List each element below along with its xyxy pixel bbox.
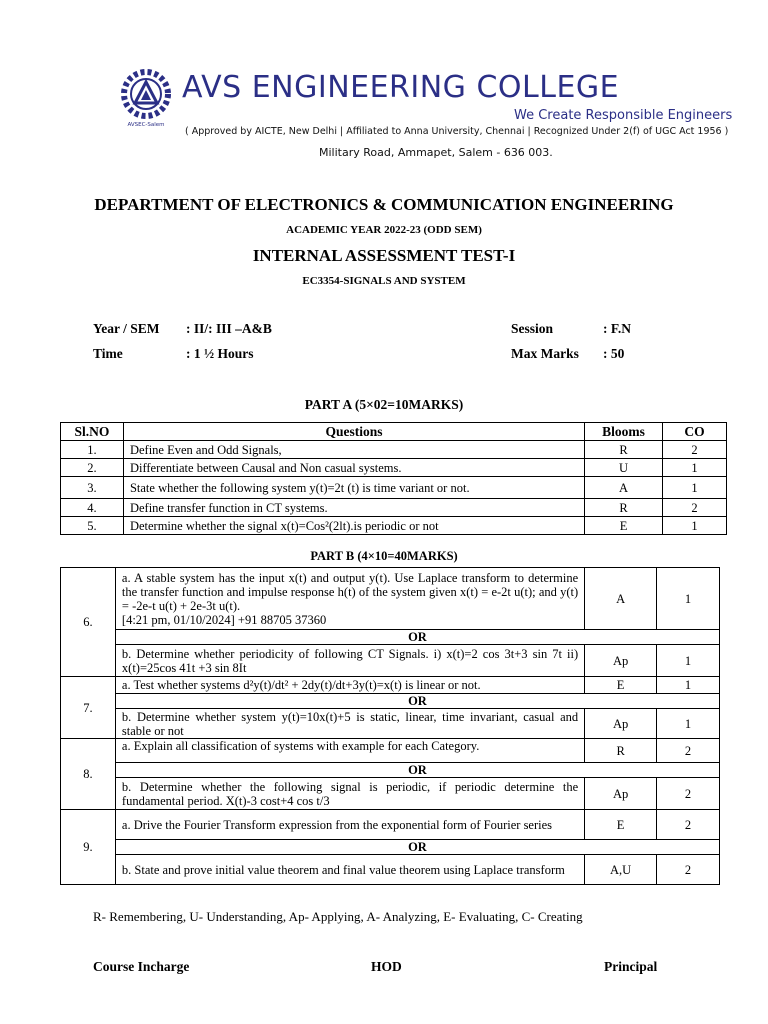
signature-hod: HOD: [371, 959, 402, 974]
or-row: [61, 840, 720, 855]
question-a-text: a. A stable system has the input x(t) and output y(t). Use Laplace transform to determine the transfer function and impulse response h(t) of the system given x(t) = e-2t u(t); and y(t) = -2e-t u(t) + 2e-3t u(t).: [121, 570, 579, 613]
table-row: [61, 739, 720, 763]
co-value: 2: [663, 441, 727, 459]
question-text: a. Test whether systems d²y(t)/dt² + 2dy(t)/dt+3y(t)=x(t) is linear or not.: [115, 677, 584, 694]
co-value: 2: [657, 810, 720, 840]
co-value: 1: [657, 645, 720, 677]
question-text: [115, 568, 584, 630]
max-marks-value: : 50: [603, 346, 625, 361]
co-value: 1: [657, 677, 720, 694]
co-value: 1: [663, 477, 727, 499]
co-value: 1: [663, 459, 727, 477]
question-text: Differentiate between Causal and Non casual systems.: [123, 459, 584, 477]
session-value: : F.N: [603, 321, 632, 336]
max-marks-label: Max Marks: [511, 346, 579, 361]
signature-principal: Principal: [604, 959, 658, 974]
col-header-questions: Questions: [123, 423, 584, 441]
year-sem-value: : II/: III –A&B: [186, 321, 272, 336]
table-row: [61, 441, 727, 459]
table-row: [61, 645, 720, 677]
blooms-legend: R- Remembering, U- Understanding, Ap- Applying, A- Analyzing, E- Evaluating, C- Creating: [93, 909, 583, 924]
or-row: [61, 763, 720, 778]
table-row: [61, 709, 720, 739]
co-value: 2: [657, 855, 720, 885]
question-number: 9.: [61, 810, 116, 885]
table-row: [61, 778, 720, 810]
table-row: [61, 459, 727, 477]
or-divider: OR: [115, 694, 719, 709]
question-number: 5.: [61, 517, 124, 535]
question-text: b. Determine whether system y(t)=10x(t)+5 is static, linear, time invariant, casual and stable or not: [115, 709, 584, 739]
co-value: 1: [663, 517, 727, 535]
or-row: [61, 630, 720, 645]
question-text: Define transfer function in CT systems.: [123, 499, 584, 517]
blooms-level: R: [585, 441, 663, 459]
question-number: 1.: [61, 441, 124, 459]
question-number: 2.: [61, 459, 124, 477]
question-text: b. Determine whether the following signal is periodic, if periodic determine the fundamental period. X(t)-3 cost+4 cos t/3: [115, 778, 584, 810]
college-address: Military Road, Ammapet, Salem - 636 003.: [319, 146, 553, 159]
blooms-level: E: [585, 517, 663, 535]
logo-caption: AVSEC-Salem: [127, 122, 165, 128]
blooms-level: E: [585, 810, 657, 840]
question-text: Determine whether the signal x(t)=Cos²(2lt).is periodic or not: [123, 517, 584, 535]
blooms-level: A: [585, 477, 663, 499]
blooms-level: Ap: [585, 709, 657, 739]
co-value: 1: [657, 568, 720, 630]
academic-year: ACADEMIC YEAR 2022-23 (ODD SEM): [286, 224, 482, 236]
table-row: [61, 517, 727, 535]
co-value: 2: [657, 739, 720, 763]
question-text: a. Explain all classification of systems with example for each Category.: [115, 739, 584, 763]
question-number: 8.: [61, 739, 116, 810]
college-tagline: We Create Responsible Engineers: [514, 108, 733, 123]
blooms-level: E: [585, 677, 657, 694]
question-number: 7.: [61, 677, 116, 739]
co-value: 2: [663, 499, 727, 517]
college-name: AVS ENGINEERING COLLEGE: [182, 70, 620, 105]
or-divider: OR: [115, 630, 719, 645]
time-label: Time: [93, 346, 123, 361]
signature-course-incharge: Course Incharge: [93, 959, 190, 974]
question-number: 6.: [61, 568, 116, 677]
table-row: [61, 677, 720, 694]
table-header-row: [61, 423, 727, 441]
table-row: [61, 810, 720, 840]
question-number: 4.: [61, 499, 124, 517]
blooms-level: U: [585, 459, 663, 477]
co-value: 1: [657, 709, 720, 739]
or-row: [61, 694, 720, 709]
table-row: [61, 568, 720, 630]
co-value: 2: [657, 778, 720, 810]
question-text: b. State and prove initial value theorem and final value theorem using Laplace transform: [115, 855, 584, 885]
blooms-level: Ap: [585, 645, 657, 677]
col-header-blooms: Blooms: [585, 423, 663, 441]
time-value: : 1 ½ Hours: [186, 346, 254, 361]
question-a-note: [4:21 pm, 01/10/2024] +91 88705 37360: [121, 612, 327, 627]
department-title: DEPARTMENT OF ELECTRONICS & COMMUNICATION ENGINEERING: [94, 195, 674, 214]
blooms-level: R: [585, 499, 663, 517]
blooms-level: A: [585, 568, 657, 630]
question-number: 3.: [61, 477, 124, 499]
course-title: EC3354-SIGNALS AND SYSTEM: [302, 275, 466, 287]
part-b-title: PART B (4×10=40MARKS): [310, 549, 458, 563]
blooms-level: Ap: [585, 778, 657, 810]
blooms-level: A,U: [585, 855, 657, 885]
or-divider: OR: [115, 840, 719, 855]
session-label: Session: [511, 321, 554, 336]
table-row: [61, 477, 727, 499]
table-row: [61, 499, 727, 517]
question-text: b. Determine whether periodicity of following CT Signals. i) x(t)=2 cos 3t+3 sin 7t ii) x(t)=25cos 41t +3 sin 8It: [115, 645, 584, 677]
or-divider: OR: [115, 763, 719, 778]
question-text: a. Drive the Fourier Transform expression from the exponential form of Fourier series: [115, 810, 584, 840]
blooms-level: R: [585, 739, 657, 763]
question-text: Define Even and Odd Signals,: [123, 441, 584, 459]
table-row: [61, 855, 720, 885]
question-text: State whether the following system y(t)=2t (t) is time variant or not.: [123, 477, 584, 499]
part-a-table: [60, 422, 727, 535]
part-a-title: PART A (5×02=10MARKS): [304, 397, 464, 412]
year-sem-label: Year / SEM: [93, 321, 160, 336]
part-b-table: [60, 567, 720, 885]
approval-line: ( Approved by AICTE, New Delhi | Affiliated to Anna University, Chennai | Recognized Under 2(f) of UGC Act 1956 ): [185, 126, 729, 137]
col-header-co: CO: [663, 423, 727, 441]
college-logo: [114, 66, 182, 128]
col-header-slno: Sl.NO: [61, 423, 124, 441]
test-title: INTERNAL ASSESSMENT TEST-I: [252, 246, 516, 265]
